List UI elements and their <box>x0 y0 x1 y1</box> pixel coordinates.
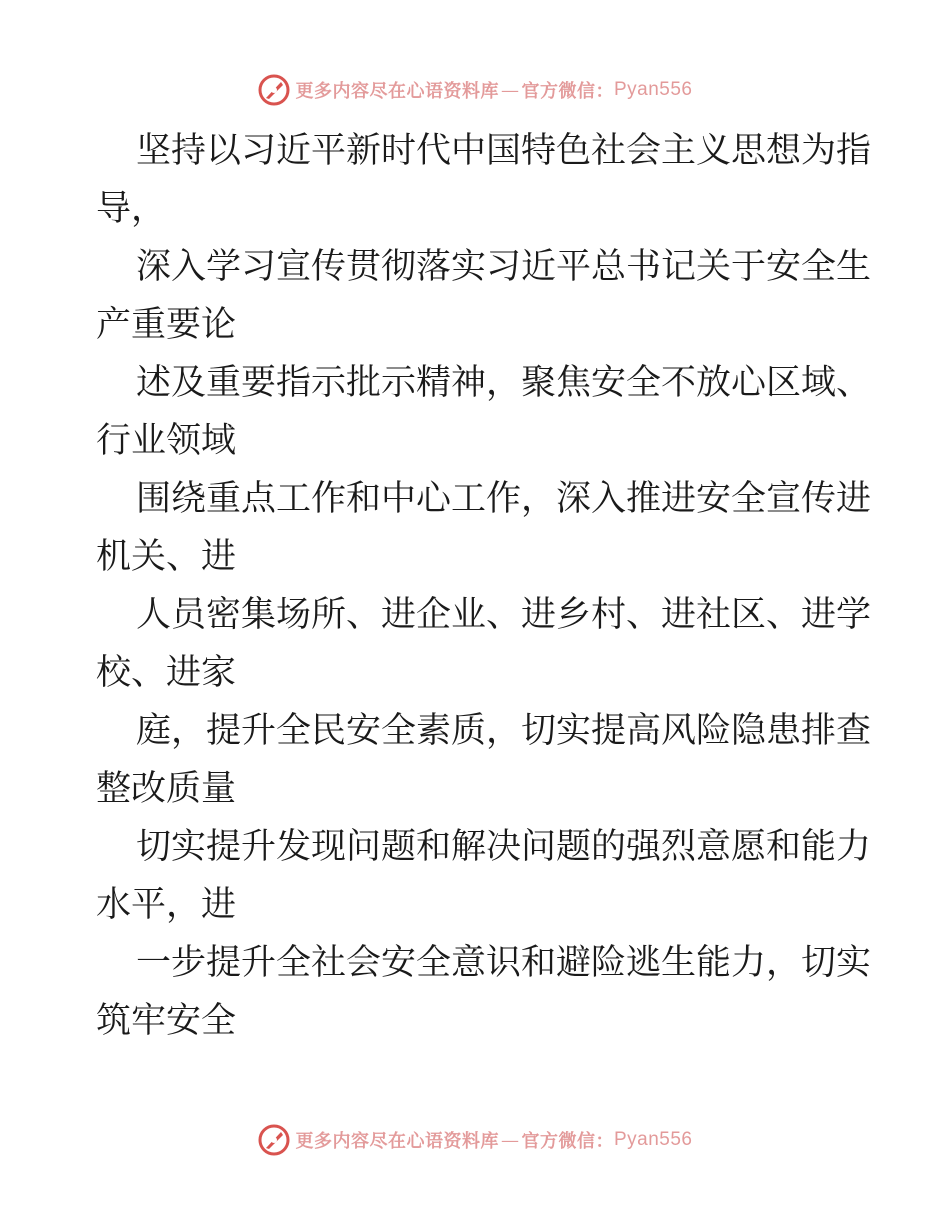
paragraph-line: 机关、进 <box>96 537 237 577</box>
header-watermark <box>0 70 950 110</box>
paragraph <box>96 702 872 818</box>
paragraph <box>96 354 872 470</box>
paragraph <box>96 238 872 354</box>
paragraph <box>96 934 872 1050</box>
paragraph-line: 行业领域 <box>96 421 237 461</box>
paragraph-line: 产重要论 <box>96 305 237 345</box>
paragraph-line: 庭，提升全民安全素质，切实提高风险隐患排查 <box>136 711 872 751</box>
paragraph <box>96 470 872 586</box>
paragraph-line: 坚持以习近平新时代中国特色社会主义思想为指 <box>136 131 872 171</box>
paragraph-line: 水平，进 <box>96 885 237 925</box>
paragraph <box>96 586 872 702</box>
paragraph-line: 导， <box>96 189 167 229</box>
watermark-wechat-id: Pyan556 <box>613 79 693 100</box>
paragraph-line: 人员密集场所、进企业、进乡村、进社区、进学 <box>136 595 872 635</box>
paragraph-line: 筑牢安全 <box>96 1001 237 1041</box>
paragraph-line: 一步提升全社会安全意识和避险逃生能力，切实 <box>136 943 872 983</box>
watermark-separator: — <box>500 1129 520 1151</box>
watermark-label: 官方微信： <box>521 81 614 102</box>
paragraph-line: 校、进家 <box>96 653 237 693</box>
quill-circle-logo-icon <box>257 1123 291 1157</box>
watermark-wechat-id: Pyan556 <box>613 1129 693 1150</box>
watermark-brand: 更多内容尽在心语资料库 <box>295 81 499 102</box>
paragraph-line: 整改质量 <box>96 769 237 809</box>
watermark-label: 官方微信： <box>521 1131 614 1152</box>
watermark-brand: 更多内容尽在心语资料库 <box>295 1131 499 1152</box>
document-body <box>96 122 872 1050</box>
footer-watermark <box>0 1120 950 1160</box>
paragraph-line: 切实提升发现问题和解决问题的强烈意愿和能力 <box>136 827 872 867</box>
paragraph-line: 述及重要指示批示精神，聚焦安全不放心区域、 <box>136 363 872 403</box>
paragraph <box>96 818 872 934</box>
paragraph-line: 深入学习宣传贯彻落实习近平总书记关于安全生 <box>136 247 872 287</box>
paragraph <box>96 122 872 238</box>
quill-circle-logo-icon <box>257 73 291 107</box>
paragraph-line: 围绕重点工作和中心工作，深入推进安全宣传进 <box>136 479 872 519</box>
watermark-separator: — <box>500 79 520 101</box>
